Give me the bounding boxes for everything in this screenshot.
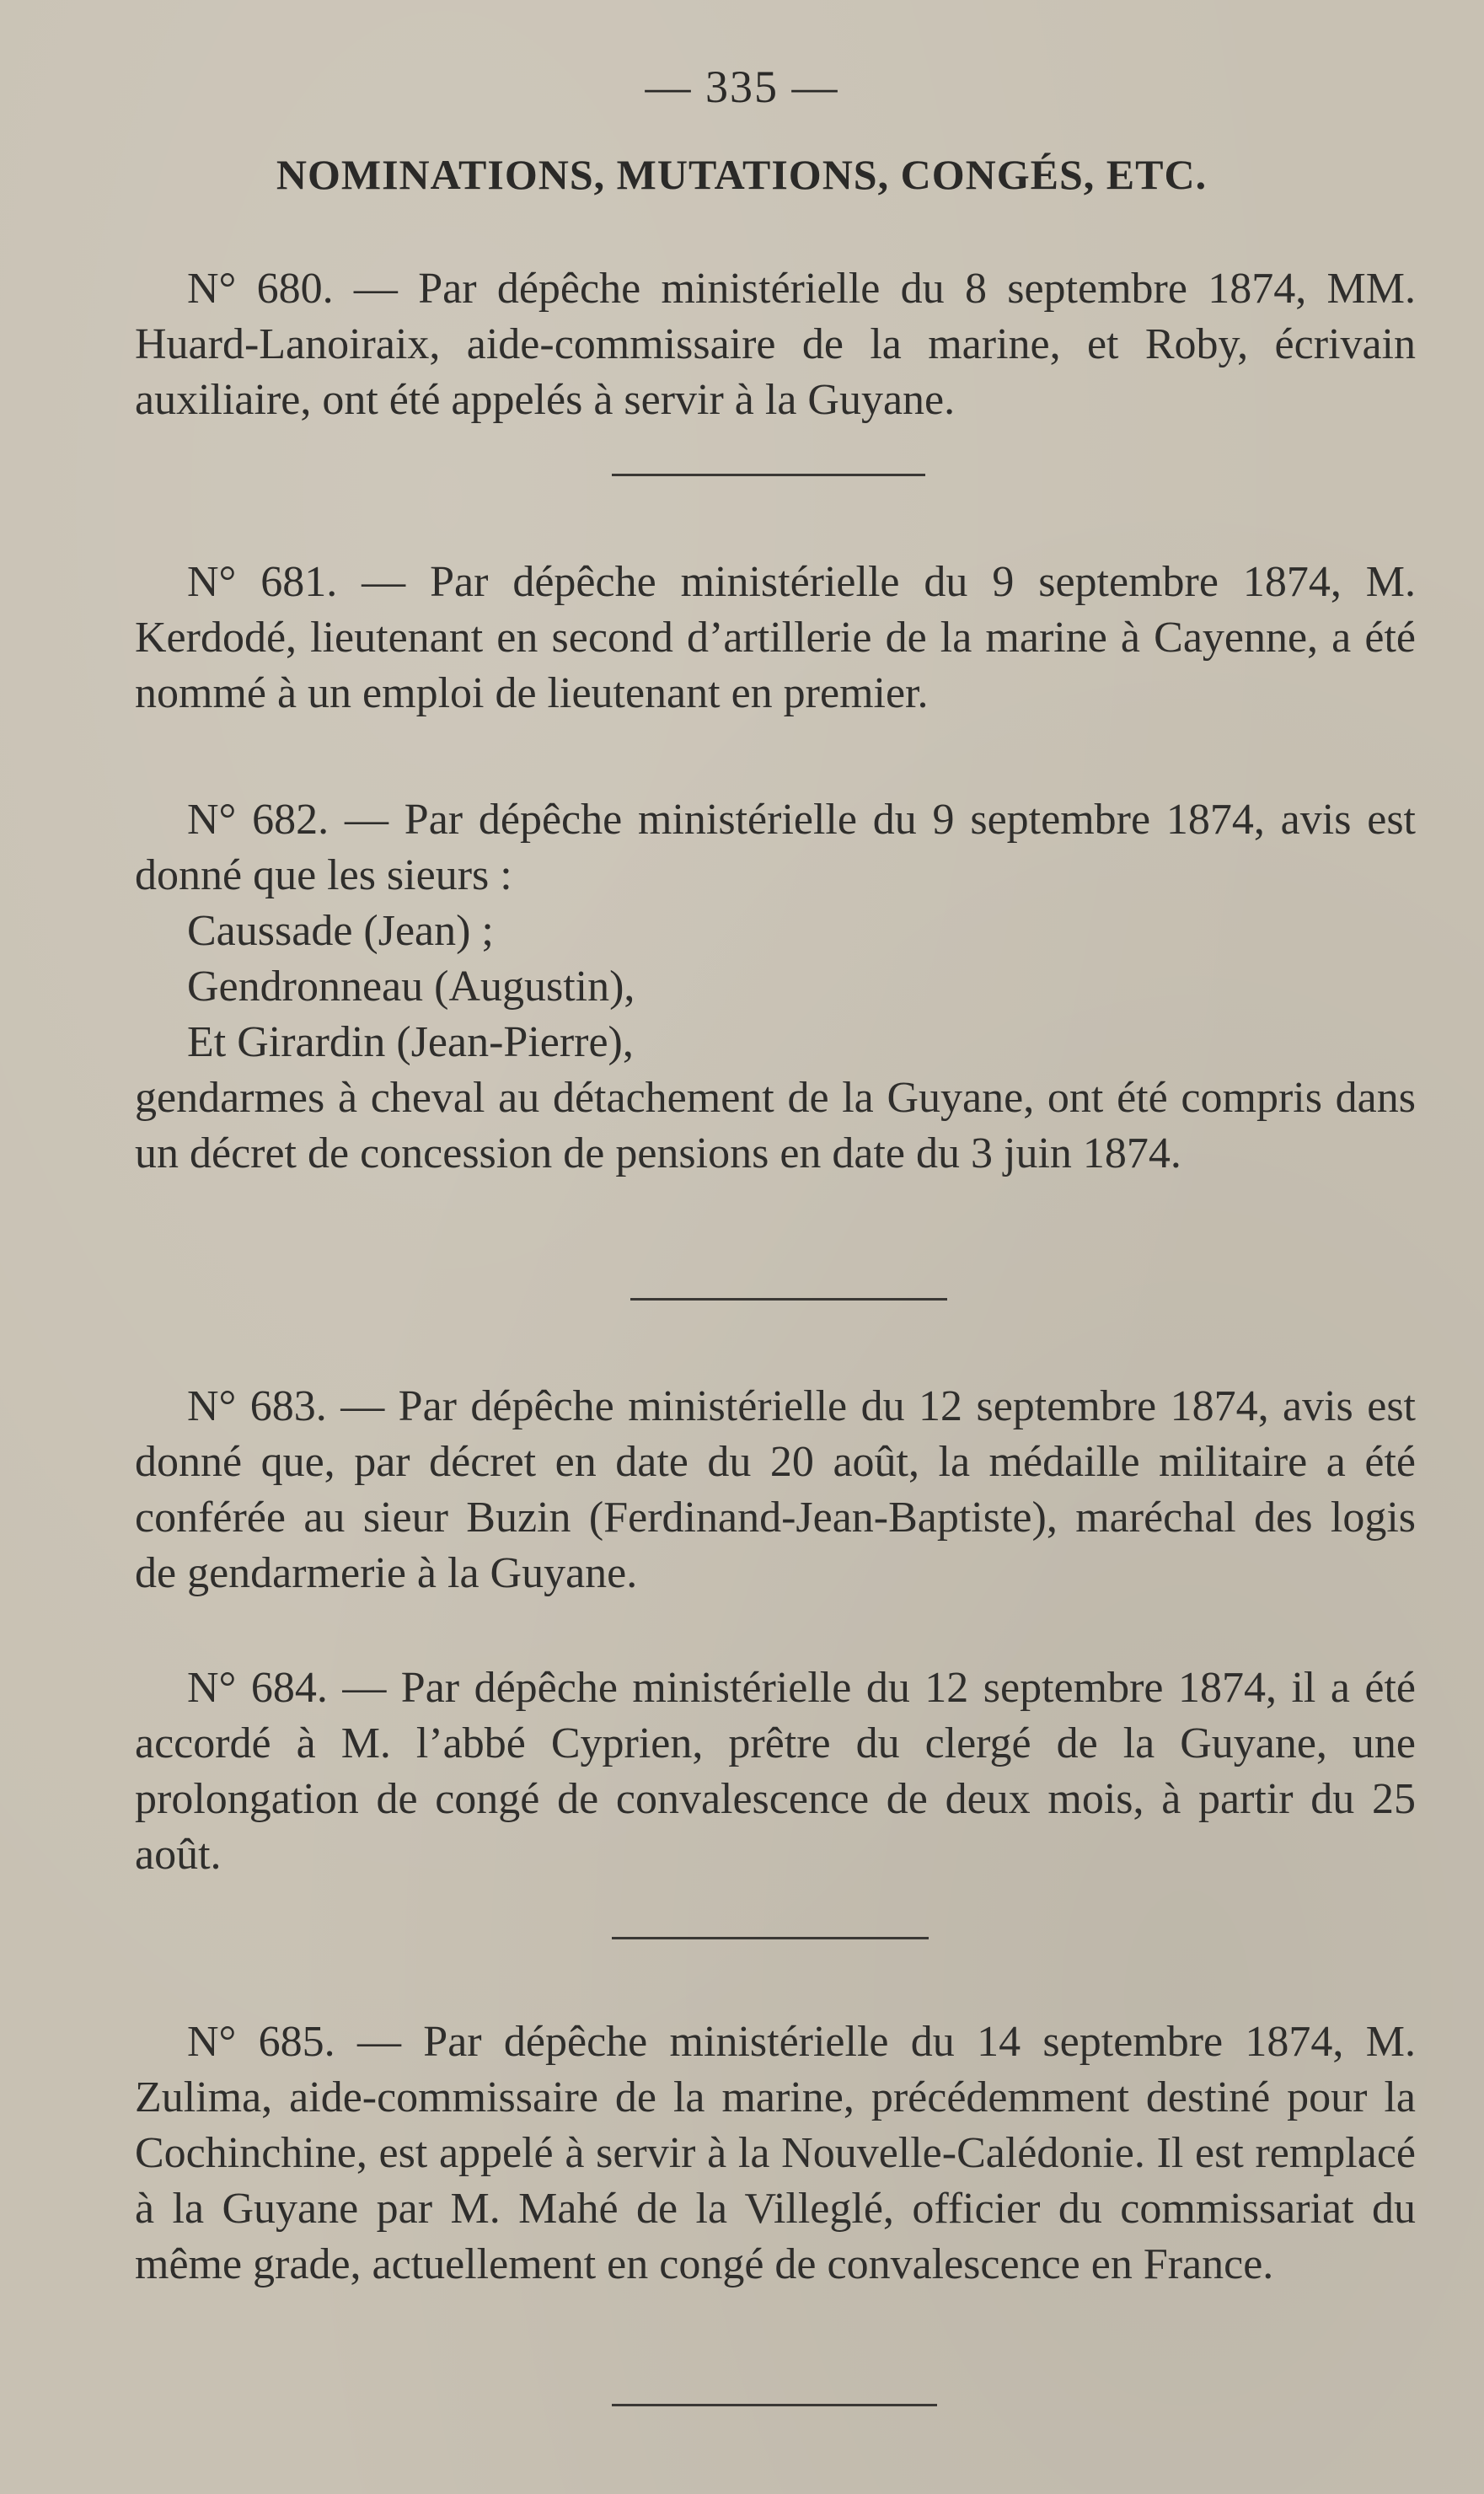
entry-683-text: N° 683. — Par dépêche ministérielle du 12 septembre 1874, avis est donné que, par décret en date du 20 août, la médaille militaire a été conférée au sieur Buzin (Ferdinand-Jean-Baptiste), maréchal des logis de gendarmerie à la Guyane. [135, 1382, 1416, 1597]
entry-680 [135, 261, 1416, 428]
entry-685-text: N° 685. — Par dépêche ministérielle du 14 septembre 1874, M. Zulima, aide-commissaire de la marine, précédemment destiné pour la Cochinchine, est appelé à servir à la Nouvelle-Calédonie. Il est remplacé à la Guyane par M. Mahé de la Villeglé, officier du commissariat du même grade, actuellement en congé de convalescence en France. [135, 2018, 1416, 2288]
entry-682 [135, 792, 1416, 1182]
entry-683 [135, 1379, 1416, 1601]
entry-685 [135, 2014, 1416, 2293]
entry-682-name-1: Caussade (Jean) ; [187, 907, 494, 955]
entry-682-tail: gendarmes à cheval au détachement de la Guyane, ont été compris dans un décret de concession de pensions en date du 3 juin 1874. [135, 1074, 1416, 1177]
entry-684 [135, 1660, 1416, 1883]
entry-681 [135, 555, 1416, 721]
separator-rule [612, 2404, 937, 2406]
page-number: — 335 — [645, 62, 839, 112]
section-heading: NOMINATIONS, MUTATIONS, CONGÉS, ETC. [276, 151, 1208, 198]
entry-684-text: N° 684. — Par dépêche ministérielle du 12 septembre 1874, il a été accordé à M. l’abbé Cyprien, prêtre du clergé de la Guyane, une prolongation de congé de convalescence de deux mois, à partir du 25 août. [135, 1664, 1416, 1879]
separator-rule [612, 474, 925, 476]
entry-682-intro: N° 682. — Par dépêche ministérielle du 9 septembre 1874, avis est donné que les sieurs : [135, 796, 1416, 899]
entry-681-text: N° 681. — Par dépêche ministérielle du 9 septembre 1874, M. Kerdodé, lieutenant en second d’artillerie de la marine à Cayenne, a été nommé à un emploi de lieutenant en premier. [135, 558, 1416, 717]
separator-rule [612, 1937, 929, 1939]
separator-rule [630, 1298, 947, 1301]
entry-680-text: N° 680. — Par dépêche ministérielle du 8 septembre 1874, MM. Huard-Lanoiraix, aide-commissaire de la marine, et Roby, écrivain auxiliaire, ont été appelés à servir à la Guyane. [135, 265, 1416, 424]
entry-682-name-2: Gendronneau (Augustin), [187, 963, 635, 1011]
entry-682-name-3: Et Girardin (Jean-Pierre), [187, 1018, 634, 1066]
